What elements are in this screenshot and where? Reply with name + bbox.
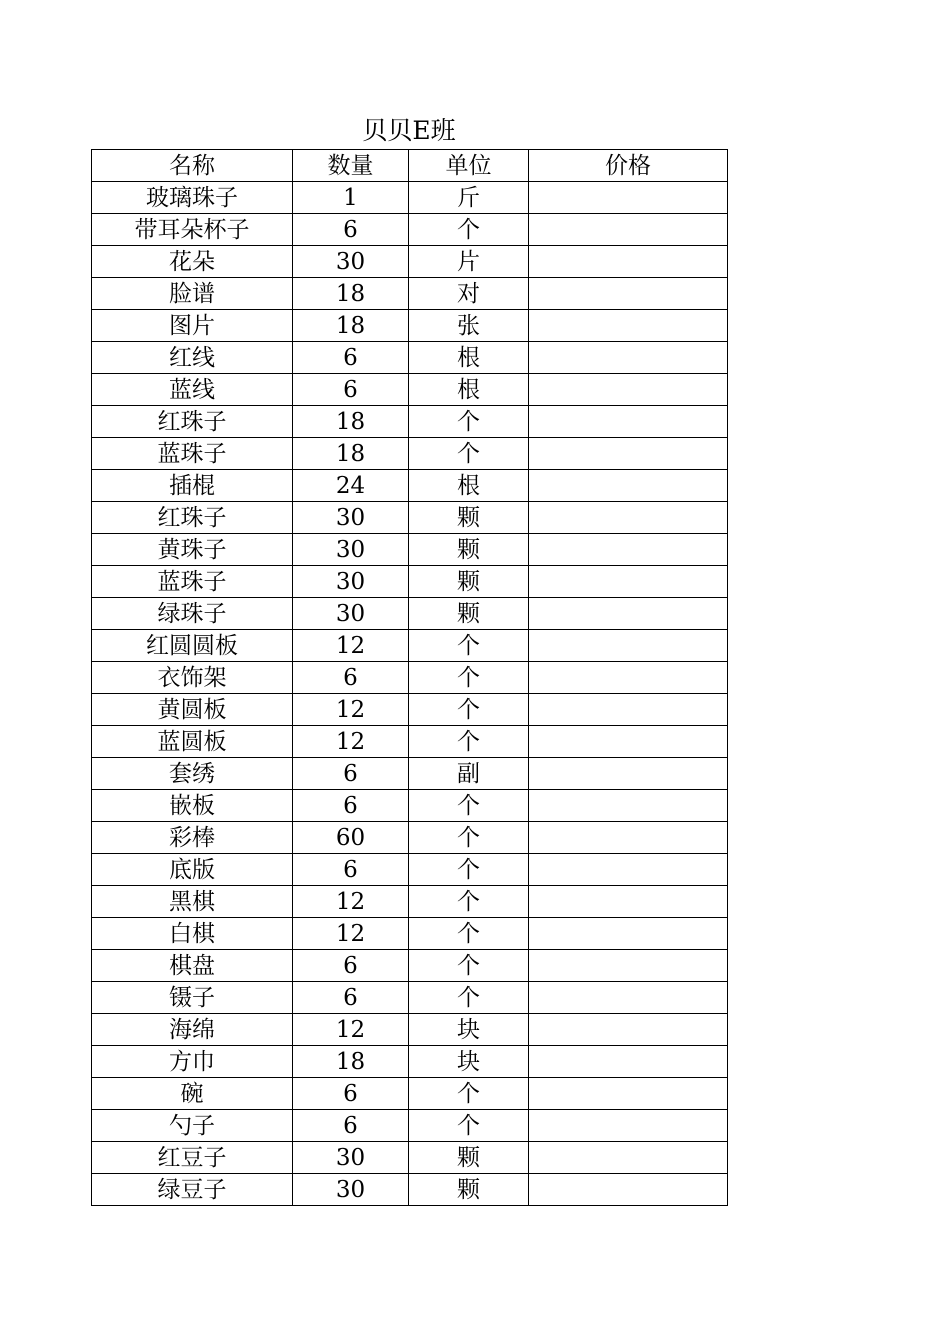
cell-quantity[interactable]: 12 [293,726,409,758]
cell-name[interactable]: 嵌板 [92,790,293,822]
cell-quantity[interactable]: 6 [293,982,409,1014]
cell-unit[interactable]: 个 [409,438,529,470]
cell-price[interactable] [529,790,728,822]
cell-name[interactable]: 海绵 [92,1014,293,1046]
cell-price[interactable] [529,694,728,726]
header-name[interactable]: 名称 [92,150,293,182]
cell-quantity[interactable]: 6 [293,758,409,790]
cell-name[interactable]: 彩棒 [92,822,293,854]
cell-quantity[interactable]: 18 [293,1046,409,1078]
cell-price[interactable] [529,278,728,310]
cell-unit[interactable]: 颗 [409,502,529,534]
table-row [92,822,728,854]
cell-price[interactable] [529,822,728,854]
cell-unit[interactable]: 个 [409,630,529,662]
cell-price[interactable] [529,662,728,694]
inventory-table [91,149,728,1206]
table-row [92,534,728,566]
table-row [92,758,728,790]
cell-price[interactable] [529,470,728,502]
cell-name[interactable]: 蓝珠子 [92,566,293,598]
cell-unit[interactable]: 块 [409,1014,529,1046]
cell-unit[interactable]: 个 [409,1110,529,1142]
cell-unit[interactable]: 个 [409,726,529,758]
header-unit[interactable]: 单位 [409,150,529,182]
cell-price[interactable] [529,182,728,214]
cell-unit[interactable]: 个 [409,950,529,982]
cell-unit[interactable]: 个 [409,918,529,950]
cell-price[interactable] [529,566,728,598]
cell-unit[interactable]: 个 [409,694,529,726]
header-price[interactable]: 价格 [529,150,728,182]
cell-unit[interactable]: 个 [409,854,529,886]
cell-quantity[interactable]: 6 [293,950,409,982]
cell-name[interactable]: 带耳朵杯子 [92,214,293,246]
table-row [92,662,728,694]
cell-name[interactable]: 红豆子 [92,1142,293,1174]
cell-name[interactable]: 绿豆子 [92,1174,293,1206]
cell-price[interactable] [529,502,728,534]
cell-unit[interactable]: 个 [409,982,529,1014]
cell-unit[interactable]: 个 [409,790,529,822]
table-row [92,246,728,278]
cell-price[interactable] [529,982,728,1014]
cell-price[interactable] [529,758,728,790]
table-row [92,406,728,438]
cell-unit[interactable]: 颗 [409,1142,529,1174]
cell-quantity[interactable]: 18 [293,406,409,438]
cell-name[interactable]: 蓝珠子 [92,438,293,470]
cell-price[interactable] [529,1078,728,1110]
cell-unit[interactable]: 斤 [409,182,529,214]
table-row [92,1046,728,1078]
cell-quantity[interactable]: 6 [293,342,409,374]
cell-price[interactable] [529,406,728,438]
cell-quantity[interactable]: 6 [293,214,409,246]
table-row [92,854,728,886]
cell-quantity[interactable]: 12 [293,630,409,662]
table-body [92,182,728,1206]
cell-quantity[interactable]: 18 [293,438,409,470]
cell-quantity[interactable]: 12 [293,1014,409,1046]
cell-unit[interactable]: 个 [409,886,529,918]
cell-price[interactable] [529,1014,728,1046]
cell-name[interactable]: 套绣 [92,758,293,790]
cell-unit[interactable]: 副 [409,758,529,790]
cell-quantity[interactable]: 6 [293,854,409,886]
cell-price[interactable] [529,1110,728,1142]
cell-name[interactable]: 镊子 [92,982,293,1014]
cell-name[interactable]: 方巾 [92,1046,293,1078]
cell-quantity[interactable]: 30 [293,566,409,598]
sheet-title: 贝贝E班 [362,116,456,145]
cell-quantity[interactable]: 6 [293,790,409,822]
table-row [92,214,728,246]
cell-unit[interactable]: 个 [409,406,529,438]
cell-name[interactable]: 黑棋 [92,886,293,918]
cell-quantity[interactable]: 30 [293,598,409,630]
cell-price[interactable] [529,214,728,246]
cell-unit[interactable]: 颗 [409,566,529,598]
cell-quantity[interactable]: 30 [293,534,409,566]
table-row [92,918,728,950]
cell-price[interactable] [529,246,728,278]
cell-name[interactable]: 黄圆板 [92,694,293,726]
table-row [92,310,728,342]
cell-unit[interactable]: 个 [409,214,529,246]
cell-quantity[interactable]: 60 [293,822,409,854]
table-row [92,950,728,982]
cell-unit[interactable]: 片 [409,246,529,278]
cell-name[interactable]: 红圆圆板 [92,630,293,662]
cell-name[interactable]: 碗 [92,1078,293,1110]
cell-quantity[interactable]: 30 [293,502,409,534]
cell-price[interactable] [529,438,728,470]
cell-unit[interactable]: 块 [409,1046,529,1078]
cell-unit[interactable]: 个 [409,662,529,694]
cell-unit[interactable]: 张 [409,310,529,342]
cell-name[interactable]: 蓝线 [92,374,293,406]
cell-unit[interactable]: 根 [409,374,529,406]
cell-price[interactable] [529,630,728,662]
header-row [92,150,728,182]
cell-quantity[interactable]: 30 [293,1142,409,1174]
table-row [92,1174,728,1206]
cell-unit[interactable]: 颗 [409,534,529,566]
cell-name[interactable]: 花朵 [92,246,293,278]
cell-price[interactable] [529,598,728,630]
table-row [92,1078,728,1110]
cell-name[interactable]: 玻璃珠子 [92,182,293,214]
table-row [92,694,728,726]
cell-quantity[interactable]: 6 [293,1110,409,1142]
cell-unit[interactable]: 颗 [409,1174,529,1206]
table-row [92,374,728,406]
cell-unit[interactable]: 个 [409,822,529,854]
cell-quantity[interactable]: 30 [293,246,409,278]
cell-quantity[interactable]: 6 [293,374,409,406]
cell-name[interactable]: 衣饰架 [92,662,293,694]
cell-name[interactable]: 勺子 [92,1110,293,1142]
table-row [92,1142,728,1174]
cell-price[interactable] [529,854,728,886]
cell-unit[interactable]: 颗 [409,598,529,630]
cell-name[interactable]: 绿珠子 [92,598,293,630]
header-quantity[interactable]: 数量 [293,150,409,182]
table-row [92,982,728,1014]
table-row [92,726,728,758]
table-row [92,342,728,374]
cell-name[interactable]: 底版 [92,854,293,886]
cell-quantity[interactable]: 12 [293,918,409,950]
cell-price[interactable] [529,886,728,918]
cell-quantity[interactable]: 12 [293,886,409,918]
cell-price[interactable] [529,1174,728,1206]
cell-price[interactable] [529,1046,728,1078]
cell-price[interactable] [529,374,728,406]
table-row [92,1014,728,1046]
table-row [92,790,728,822]
cell-quantity[interactable]: 1 [293,182,409,214]
cell-unit[interactable]: 对 [409,278,529,310]
table-row [92,438,728,470]
cell-unit[interactable]: 个 [409,1078,529,1110]
table-row [92,182,728,214]
table-row [92,278,728,310]
table-row [92,886,728,918]
cell-quantity[interactable]: 18 [293,310,409,342]
table-row [92,630,728,662]
table-row [92,566,728,598]
cell-name[interactable]: 插棍 [92,470,293,502]
cell-quantity[interactable]: 6 [293,662,409,694]
cell-name[interactable]: 白棋 [92,918,293,950]
cell-name[interactable]: 脸谱 [92,278,293,310]
cell-name[interactable]: 棋盘 [92,950,293,982]
cell-quantity[interactable]: 12 [293,694,409,726]
table-row [92,598,728,630]
cell-quantity[interactable]: 24 [293,470,409,502]
cell-unit[interactable]: 根 [409,342,529,374]
cell-name[interactable]: 红线 [92,342,293,374]
cell-price[interactable] [529,950,728,982]
cell-name[interactable]: 红珠子 [92,502,293,534]
cell-name[interactable]: 红珠子 [92,406,293,438]
cell-price[interactable] [529,1142,728,1174]
table-row [92,1110,728,1142]
cell-quantity[interactable]: 6 [293,1078,409,1110]
table-row [92,502,728,534]
cell-price[interactable] [529,342,728,374]
cell-name[interactable]: 图片 [92,310,293,342]
cell-price[interactable] [529,726,728,758]
cell-price[interactable] [529,534,728,566]
cell-unit[interactable]: 根 [409,470,529,502]
cell-name[interactable]: 蓝圆板 [92,726,293,758]
cell-price[interactable] [529,918,728,950]
table-row [92,470,728,502]
cell-quantity[interactable]: 30 [293,1174,409,1206]
cell-quantity[interactable]: 18 [293,278,409,310]
cell-price[interactable] [529,310,728,342]
cell-name[interactable]: 黄珠子 [92,534,293,566]
